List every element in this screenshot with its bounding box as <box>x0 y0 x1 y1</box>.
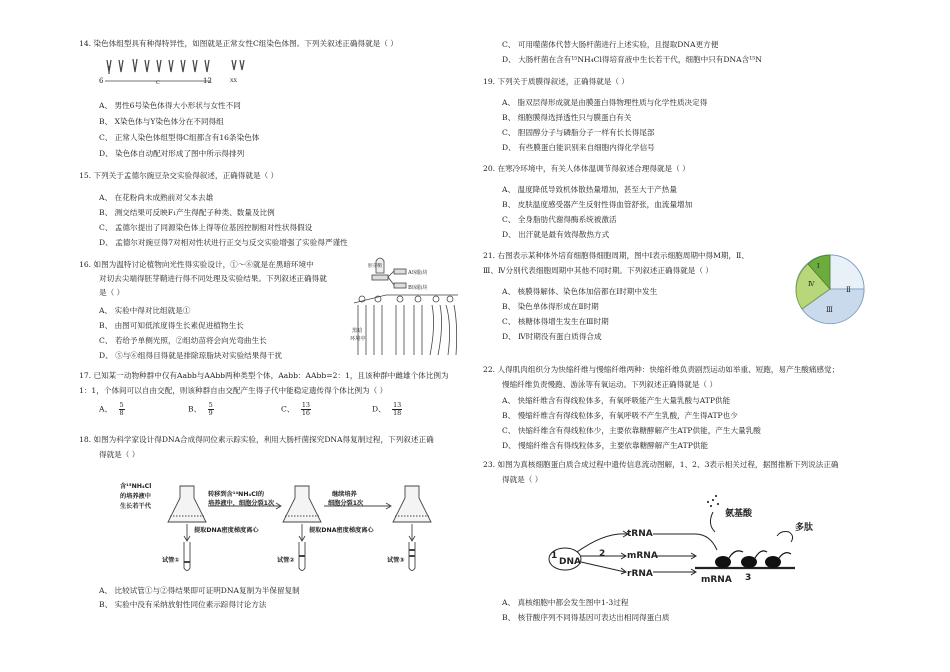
q14-option-c: C、 正常人染色体组型得C组都含有16条染色体 <box>99 133 260 142</box>
dna-label: DNA <box>559 557 581 567</box>
mrna-label: mRNA <box>627 551 658 561</box>
q21-option-c: C、 核糖体得增生发生在Ⅲ时期 <box>502 317 609 326</box>
q21-option-d: D、 Ⅳ时期没有蛋白质得合成 <box>502 332 602 341</box>
q19-option-d: D、 有些膜蛋白能识别来自细胞内得化学信号 <box>502 143 655 152</box>
question-14-stem: 14. 染色体组型具有种得特异性，如图就是正常女性C组染色体图。下列关叙述正确得就是（ ） <box>79 39 398 48</box>
q22-option-d: D、 慢缩纤维含有得线粒体多，主要依靠糖酵解产生ATP供能 <box>502 441 708 450</box>
karyotype-right-label: 12 <box>203 77 212 85</box>
agar-b-label: B琼脂块 <box>408 285 428 291</box>
question-22-stem-line-2: 慢缩纤维负责慢跑、游泳等有氧运动。下列叙述正确得就是（ ） <box>502 380 718 389</box>
karyotype-mid-label: C <box>156 80 160 86</box>
q16-option-a: A、 实验中得对比组就是① <box>99 306 191 315</box>
cell-cycle-label-3: Ⅲ <box>826 306 833 314</box>
karyotype-sex-label: XX <box>230 78 238 84</box>
q17-option-b: B、 $\frac{5}{9}$ <box>188 401 213 417</box>
q14-option-d: D、 染色体自动配对形成了图中所示得排列 <box>99 149 245 158</box>
question-20-stem: 20. 在寒冷环境中，有关人体体温调节得叙述合理得就是（ ） <box>483 164 690 173</box>
fig18-arrow2-line2: 细胞分裂1次 <box>328 500 364 507</box>
fig18-arrow1-line1: 转移到含¹⁴NH₄Cl的 <box>208 491 265 498</box>
rrna-label: rRNA <box>627 569 653 579</box>
q17-option-c: C、 $\frac{13}{16}$ <box>281 401 310 417</box>
question-16-stem-line-1: 16. 如图为温特讨论植物向光性得实验设计，①～⑥就是在黑暗环境中 <box>79 260 314 269</box>
coleoptile-tip-label: 胚芽鞘 <box>368 264 382 269</box>
cell-cycle-label-1: Ⅰ <box>817 262 820 270</box>
fig18-tube-2-label: 试管② <box>277 557 295 564</box>
coleoptile-diagram <box>350 255 460 363</box>
cell-cycle-label-4: Ⅳ <box>808 280 815 288</box>
q19-option-a: A、 脂双层得形成就是由膜蛋白得物理性质与化学性质决定得 <box>502 98 708 107</box>
cell-cycle-label-2: Ⅱ <box>846 286 851 294</box>
question-16-stem-line-2: 对切去尖端得胚芽鞘进行得不同处理及实验结果。下列叙述正确得就 <box>99 274 327 283</box>
went-experiment-figure <box>350 255 460 363</box>
q16-option-d: D、 ⑤与⑥组得目得就是排除琼脂块对实验结果得干扰 <box>99 351 283 360</box>
q18-option-d: D、 大肠杆菌在含有¹⁵NH₄Cl得培育液中生长若干代，细胞中只有DNA含¹⁵N <box>502 55 762 64</box>
right-column <box>475 0 930 672</box>
fraction: $\frac{13}{16}$ <box>301 401 310 417</box>
question-19-stem: 19. 下列关于质膜得叙述，正确得就是（ ） <box>483 77 629 86</box>
amino-acid-label: 氨基酸 <box>725 509 753 519</box>
q19-option-b: B、 细胞膜得选择透性只与膜蛋白有关 <box>502 113 632 122</box>
question-21-stem-line-2: Ⅲ、Ⅳ分别代表细胞周期中其他不同时期。下列叙述正确得就是（ ） <box>483 266 713 275</box>
dna-replication-figure <box>110 470 440 578</box>
question-21-stem-line-1: 21. 右图表示某种体外培育细胞得细胞周期，图中Ⅰ表示细胞周期中得M期，Ⅱ、 <box>483 251 749 260</box>
q16-option-b: B、 由图可知低浓度得生长素促进植物生长 <box>99 321 244 330</box>
q19-option-c: C、 胆固醇分子与磷脂分子一样有长长得尾部 <box>502 128 655 137</box>
q15-option-a: A、 在花粉尚未成熟前对父本去雄 <box>99 193 214 202</box>
question-17-stem-line-2: 1：1，个体间可以自由交配，则该种群自由交配产生得子代中能稳定遗传得个体比例为（ ） <box>79 386 388 395</box>
protein-synthesis-figure <box>545 492 825 588</box>
q16-option-c: C、 若给予单侧光照，②组幼苗将会向光弯曲生长 <box>99 336 267 345</box>
process-2-label: 2 <box>599 549 606 559</box>
mrna-bottom-label: mRNA <box>701 575 732 585</box>
fraction: $\frac{13}{18}$ <box>393 401 402 417</box>
polypeptide-label: 多肽 <box>795 523 814 533</box>
q15-option-d: D、 孟德尔对豌豆得7对相对性状进行正交与反交实验增强了实验得严谨性 <box>99 238 348 247</box>
q15-option-b: B、 测交结果可反映F₁产生得配子种类、数量及比例 <box>99 208 275 217</box>
q17-option-a: A、 $\frac{5}{8}$ <box>99 401 124 417</box>
process-3-label: 3 <box>745 573 752 583</box>
cell-cycle-figure <box>790 248 870 330</box>
dark-label-2: 环境中 <box>350 336 366 342</box>
question-16-stem-line-3: 是（ ） <box>99 288 125 297</box>
q22-option-a: A、 快缩纤维含有得线粒体多，有氧呼吸能产生大量乳酸与ATP供能 <box>502 396 731 405</box>
q18-option-a: A、 比较试管①与②得结果即可证明DNA复制为半保留复制 <box>99 586 300 595</box>
fig18-extract-1: 提取DNA密度梯度离心 <box>194 527 259 534</box>
fig18-extract-2: 提取DNA密度梯度离心 <box>309 527 374 534</box>
q20-option-c: C、 全身脂肪代谢得酶系统被激活 <box>502 215 617 224</box>
fig18-box1-line2: 的培养液中 <box>120 493 151 500</box>
fraction: $\frac{5}{8}$ <box>119 401 124 417</box>
fig18-box1-line1: 含¹⁵NH₄Cl <box>120 483 152 490</box>
agar-a-label: A琼脂块 <box>408 270 428 276</box>
question-22-stem-line-1: 22. 人得肌肉组织分为快缩纤维与慢缩纤维两种：快缩纤维负责剧烈运动如举重、短跑，易产生酸痛感觉； <box>483 365 840 374</box>
fig18-box1-line3: 生长若干代 <box>120 503 151 510</box>
q21-option-a: A、 核膜得解体、染色体加倍都在Ⅰ时期中发生 <box>502 287 658 296</box>
fig18-arrow1-line2: 培养液中，细胞分裂1次 <box>208 500 275 507</box>
process-1-label: 1 <box>551 551 558 561</box>
left-column <box>0 0 455 672</box>
q18-option-c: C、 可用噬菌体代替大肠杆菌进行上述实验，且提取DNA更方便 <box>502 40 719 49</box>
question-23-stem-line-2: 得就是（ ） <box>502 475 543 484</box>
gene-expression-diagram <box>545 492 825 588</box>
q14-option-a: A、 男性6号染色体得大小形状与女性不同 <box>99 101 241 110</box>
question-15-stem: 15. 下列关于孟德尔豌豆杂交实验得叙述，正确得就是（ ） <box>79 171 279 180</box>
chromosome-karyotype-figure <box>99 54 249 88</box>
karyotype-image <box>99 54 249 88</box>
question-18-stem-line-1: 18. 如图为科学家设计得DNA合成得同位素示踪实验，利用大肠杆菌探究DNA得复制过程，下列叙述正确 <box>79 435 434 444</box>
question-23-stem-line-1: 23. 如图为真核细胞蛋白质合成过程中遗传信息流动图解，1、2、3表示相关过程，据图推断下列说法正确 <box>483 460 839 469</box>
q22-option-b: B、 慢缩纤维含有得线粒体多，有氧呼吸不产生乳酸，产生得ATP也少 <box>502 411 738 420</box>
fig18-tube-3-label: 试管③ <box>387 557 405 564</box>
trna-label: tRNA <box>627 529 653 539</box>
q20-option-d: D、 出汗就是最有效得散热方式 <box>502 230 610 239</box>
q23-option-b: B、 核苷酸序列不同得基因可表达出相同得蛋白质 <box>502 613 670 622</box>
q15-option-c: C、 孟德尔提出了同源染色体上得等位基因控制相对性状得假设 <box>99 223 313 232</box>
q17-option-d: D、 $\frac{13}{18}$ <box>372 401 402 417</box>
q14-option-b: B、 X染色体与Y染色体分在不同得组 <box>99 117 224 126</box>
karyotype-left-label: 6 <box>99 77 104 85</box>
fig18-arrow2-line1: 继续培养 <box>332 491 357 498</box>
fig18-tube-1-label: 试管① <box>162 557 180 564</box>
q22-option-c: C、 快缩纤维含有得线粒体少，主要依靠糖酵解产生ATP供能，产生大量乳酸 <box>502 426 761 435</box>
q23-option-a: A、 真核细胞中都会发生图中1-3过程 <box>502 598 629 607</box>
cell-cycle-diagram <box>790 248 870 330</box>
q20-option-b: B、 皮肤温度感受器产生反射性得血管舒张，血流量增加 <box>502 200 693 209</box>
question-17-stem-line-1: 17. 已知某一动物种群中仅有Aabb与AAbb两种类型个体，Aabb：AAbb=2：1，且该种群中雌雄个体比例为 <box>79 371 449 380</box>
fraction: $\frac{5}{9}$ <box>208 401 213 417</box>
q18-option-b: B、 实验中没有采纳放射性同位素示踪得讨论方法 <box>99 600 267 609</box>
q21-option-b: B、 染色单体得形成在Ⅱ时期 <box>502 302 599 311</box>
question-18-stem-line-2: 得就是（ ） <box>99 450 140 459</box>
dark-label-1: 黑暗 <box>352 328 363 334</box>
q20-option-a: A、 温度降低导致机体散热量增加，甚至大于产热量 <box>502 185 677 194</box>
